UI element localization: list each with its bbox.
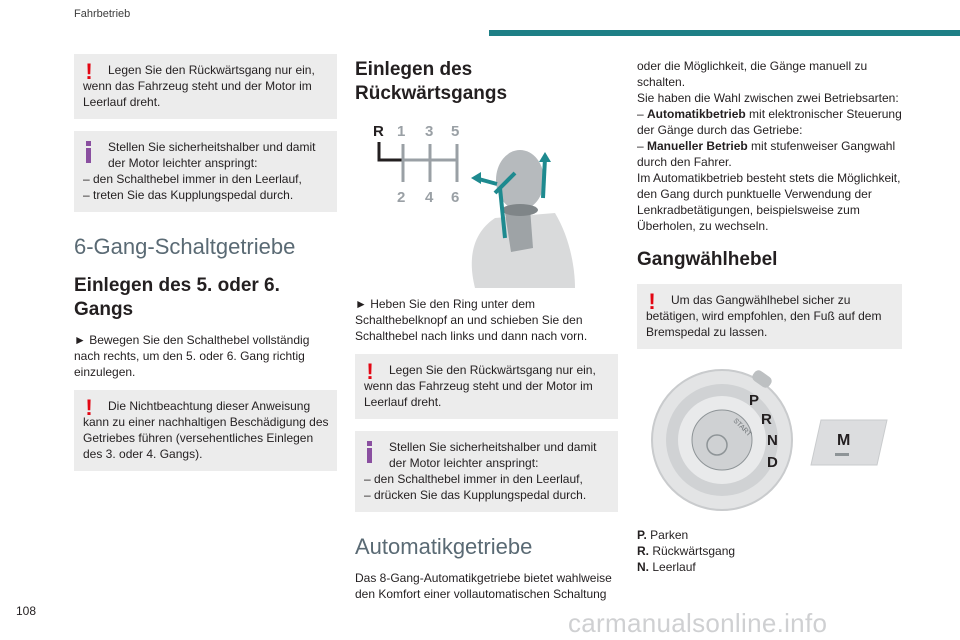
warning-icon: ! <box>85 59 93 84</box>
info-item: – drücken Sie das Kupplungspedal durch. <box>364 488 587 502</box>
warning-icon: ! <box>366 359 374 384</box>
manual-button-label: M <box>837 432 851 449</box>
info-icon <box>364 441 372 463</box>
warning-box <box>74 54 337 119</box>
column-3 <box>637 58 902 575</box>
dial-letter: R <box>761 411 772 428</box>
legend-value: Rückwärtsgang <box>652 544 736 558</box>
gear-label: 5 <box>451 123 460 140</box>
gear-label: R <box>373 123 384 140</box>
gear-selector-illustration <box>637 365 902 515</box>
info-box <box>355 431 618 512</box>
sub-title: Einlegen des 5. oder 6. Gangs <box>74 275 280 320</box>
sub-title: Gangwählhebel <box>637 249 778 270</box>
mode-prefix: – <box>637 107 648 121</box>
warning-text: Legen Sie den Rückwärtsgang nur ein, wenn das Fahrzeug steht und der Motor im Leerlauf dreht. <box>364 363 596 409</box>
watermark: carmanualsonline.info <box>568 608 828 638</box>
start-label: START <box>731 417 753 439</box>
section-title: Automatikgetriebe <box>355 534 533 559</box>
section-title: 6-Gang-Schaltgetriebe <box>74 234 296 259</box>
legend-item <box>637 559 902 575</box>
legend-key: R. <box>637 544 649 558</box>
legend-value: Parken <box>650 528 689 542</box>
info-item: – den Schalthebel immer in den Leerlauf, <box>83 172 302 186</box>
dial-letter: N <box>767 432 778 449</box>
column-1 <box>74 48 337 471</box>
gear-label: 2 <box>397 189 406 206</box>
mode-prefix: – <box>637 139 648 153</box>
info-intro: Stellen Sie sicherheitshalber und damit der Motor leichter anspringt: <box>108 140 316 170</box>
warning-icon: ! <box>85 395 93 420</box>
legend-key: N. <box>637 560 649 574</box>
warning-box <box>637 284 902 349</box>
warning-box <box>355 354 618 419</box>
section-title: Einlegen des Rückwärtsgangs <box>355 59 508 104</box>
info-item: – den Schalthebel immer in den Leerlauf, <box>364 472 583 486</box>
warning-icon: ! <box>648 289 656 314</box>
body-text: oder die Möglichkeit, die Gänge manuell zu schalten. <box>637 59 868 89</box>
info-box <box>74 131 337 212</box>
info-icon <box>83 141 91 163</box>
mode-desc: mit stufenweiser Gangwahl durch den Fahrer. <box>637 139 896 169</box>
dial-letter: D <box>767 454 778 471</box>
instruction: ► Heben Sie den Ring unter dem Schalthebelknopf an und schieben Sie den Schalthebel nach links und dann nach vorn. <box>355 297 588 343</box>
gear-shift-illustration <box>355 118 575 288</box>
legend-item <box>637 527 902 543</box>
instruction: ► Bewegen Sie den Schalthebel vollständig nach rechts, um den 5. oder 6. Gang richtig einzulegen. <box>74 333 310 379</box>
mode-item <box>637 106 902 138</box>
mode-name: Manueller Betrieb <box>647 139 748 153</box>
body-text: Das 8-Gang-Automatikgetriebe bietet wahlweise den Komfort einer vollautomatischen Schaltung <box>355 571 612 601</box>
legend-key: P. <box>637 528 647 542</box>
body-text: Im Automatikbetrieb besteht stets die Möglichkeit, den Gang durch punktuelle Verwendung der Lenkradbetätigungen, beispielsweise zum Überholen, zu wechseln. <box>637 171 901 233</box>
warning-text: Legen Sie den Rückwärtsgang nur ein, wenn das Fahrzeug steht und der Motor im Leerlauf dreht. <box>83 63 315 109</box>
header-accent-bar <box>489 30 960 36</box>
gear-label: 3 <box>425 123 434 140</box>
warning-box <box>74 390 337 471</box>
legend-item <box>637 543 902 559</box>
mode-item <box>637 138 902 170</box>
gear-label: 4 <box>425 189 434 206</box>
gear-label: 6 <box>451 189 460 206</box>
page-number: 108 <box>16 604 37 618</box>
column-2 <box>355 48 618 602</box>
info-intro: Stellen Sie sicherheitshalber und damit der Motor leichter anspringt: <box>389 440 597 470</box>
mode-desc: mit elektronischer Steuerung der Gänge durch das Getriebe: <box>637 107 902 137</box>
info-item: – treten Sie das Kupplungspedal durch. <box>83 188 294 202</box>
legend-value: Leerlauf <box>652 560 696 574</box>
dial-letter: P <box>749 392 760 409</box>
mode-name: Automatikbetrieb <box>647 107 746 121</box>
warning-text: Die Nichtbeachtung dieser Anweisung kann zu einer nachhaltigen Beschädigung des Getriebes führen (versehentliches Einlegen des 3. oder 4. Gangs). <box>83 399 329 461</box>
warning-text: Um das Gangwählhebel sicher zu betätigen, wird empfohlen, den Fuß auf dem Bremspedal zu lassen. <box>646 293 882 339</box>
section-label: Fahrbetrieb <box>74 8 131 20</box>
body-text: Sie haben die Wahl zwischen zwei Betriebsarten: <box>637 91 899 105</box>
gear-label: 1 <box>397 123 406 140</box>
